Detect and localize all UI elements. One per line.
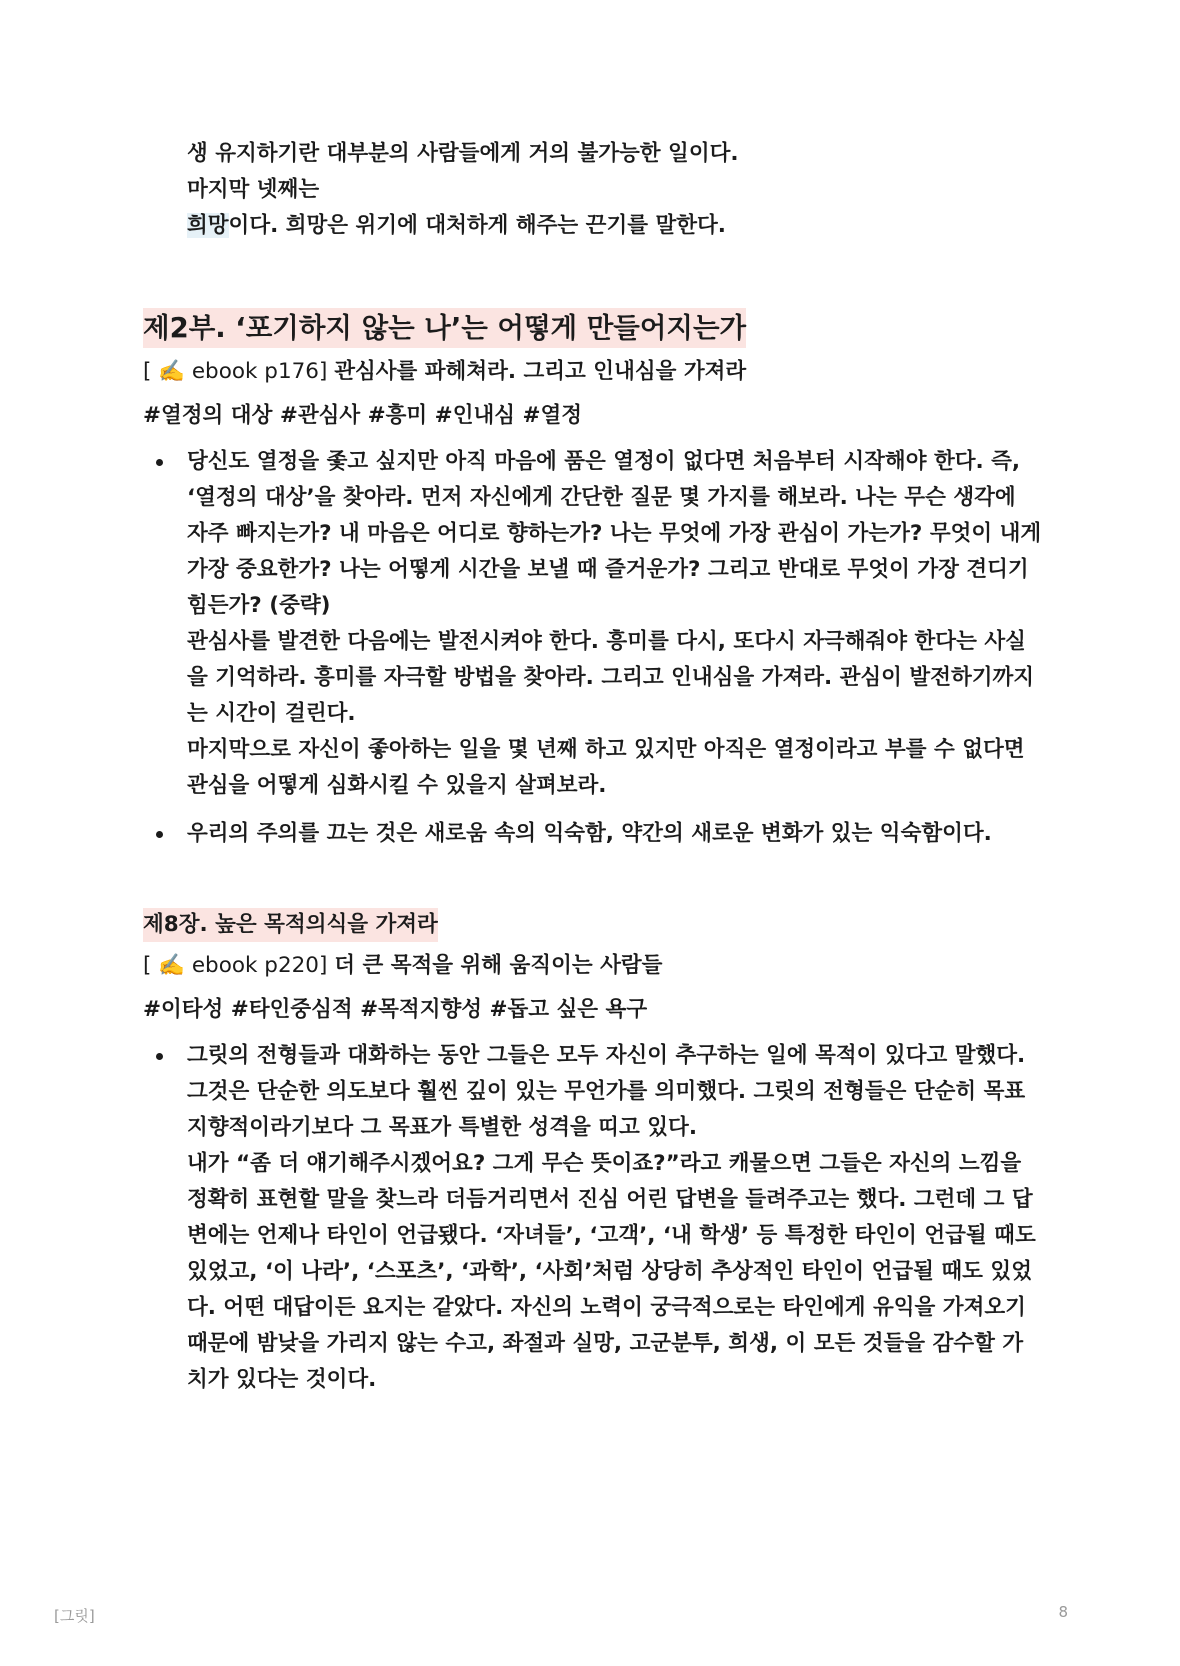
bullet-list <box>143 444 1043 852</box>
reference-title: 더 큰 목적을 위해 움직이는 사람들 <box>334 953 663 978</box>
section-heading: 제8장. 높은 목적의식을 가져라 <box>143 908 438 942</box>
paragraph: 우리의 주의를 끄는 것은 새로움 속의 익숙함, 약간의 새로운 변화가 있는 익숙함이다. <box>187 821 992 846</box>
paragraph: 당신도 열정을 좇고 싶지만 아직 마음에 품은 열정이 없다면 처음부터 시작해야 한다. 즉, ‘열정의 대상’을 찾아라. 먼저 자신에게 간단한 질문 몇 가지를 해보라. 나는 무슨 생각에 자주 빠지는가? 내 마음은 어디로 향하는가? 나는 무엇에 가장 관심이 가는가? 무엇이 내게 가장 중요한가? 나는 어떻게 시간을 보낼 때 즐거운가? 그리고 반대로 무엇이 가장 견디기 힘든가? (중략) <box>187 449 1042 618</box>
list-item <box>143 1038 1043 1398</box>
hashtags: #열정의 대상 #관심사 #흥미 #인내심 #열정 <box>143 403 583 428</box>
bullet-list <box>143 1038 1043 1398</box>
page-content <box>143 136 1043 1410</box>
continuation-line-2: 마지막 넷째는 <box>187 177 320 202</box>
bullet-icon <box>156 1053 163 1060</box>
bullet-icon <box>156 459 163 466</box>
continuation-line-1: 생 유지하기란 대부분의 사람들에게 거의 불가능한 일이다. <box>187 141 739 166</box>
bullet-icon <box>156 831 163 838</box>
list-item <box>143 444 1043 804</box>
section-heading: 제2부. ‘포기하지 않는 나’는 어떻게 만들어지는가 <box>143 308 746 348</box>
paragraph: 관심사를 발견한 다음에는 발전시켜야 한다. 흥미를 다시, 또다시 자극해줘야 한다는 사실을 기억하라. 흥미를 자극할 방법을 찾아라. 그리고 인내심을 가져라. 관심이 발전하기까지는 시간이 걸린다. <box>187 629 1035 726</box>
ebook-page-tag: [ ✍️ ebook p220] <box>143 953 328 978</box>
ebook-reference <box>143 354 1043 390</box>
ebook-page-tag: [ ✍️ ebook p176] <box>143 359 328 384</box>
hashtags: #이타성 #타인중심적 #목적지향성 #돕고 싶은 욕구 <box>143 997 648 1022</box>
section-part-2 <box>143 308 1043 852</box>
paragraph: 내가 “좀 더 얘기해주시겠어요? 그게 무슨 뜻이죠?”라고 캐물으면 그들은 자신의 느낌을 정확히 표현할 말을 찾느라 더듬거리면서 진심 어린 답변을 들려주고는 했다. 그런데 그 답변에는 언제나 타인이 언급됐다. ‘자녀들’, ‘고객’, ‘내 학생’ 등 특정한 타인이 언급될 때도 있었고, ‘이 나라’, ‘스포츠’, ‘과학’, ‘사회’처럼 상당히 추상적인 타인이 언급될 때도 있었다. 어떤 대답이든 요지는 같았다. 자신의 노력이 궁극적으로는 타인에게 유익을 가져오기 때문에 밤낮을 가리지 않는 수고, 좌절과 실망, 고군분투, 희생, 이 모든 것들을 감수할 가치가 있다는 것이다. <box>187 1151 1036 1392</box>
list-item <box>143 816 1043 852</box>
section-chapter-8 <box>143 908 1043 1398</box>
reference-title: 관심사를 파헤쳐라. 그리고 인내심을 가져라 <box>334 359 747 384</box>
page-number: 8 <box>1058 1603 1068 1621</box>
ebook-reference <box>143 948 1043 984</box>
paragraph: 그릿의 전형들과 대화하는 동안 그들은 모두 자신이 추구하는 일에 목적이 있다고 말했다. 그것은 단순한 의도보다 훨씬 깊이 있는 무언가를 의미했다. 그릿의 전형들은 단순히 목표지향적이라기보다 그 목표가 특별한 성격을 띠고 있다. <box>187 1043 1026 1140</box>
continuation-line-3-rest: 이다. 희망은 위기에 대처하게 해주는 끈기를 말한다. <box>228 213 726 238</box>
continuation-line-3 <box>143 208 1043 244</box>
paragraph: 마지막으로 자신이 좋아하는 일을 몇 년째 하고 있지만 아직은 열정이라고 부를 수 없다면 관심을 어떻게 심화시킬 수 있을지 살펴보라. <box>187 737 1025 798</box>
footer-book-title: [그릿] <box>54 1607 95 1625</box>
highlighted-word: 희망 <box>187 213 229 238</box>
